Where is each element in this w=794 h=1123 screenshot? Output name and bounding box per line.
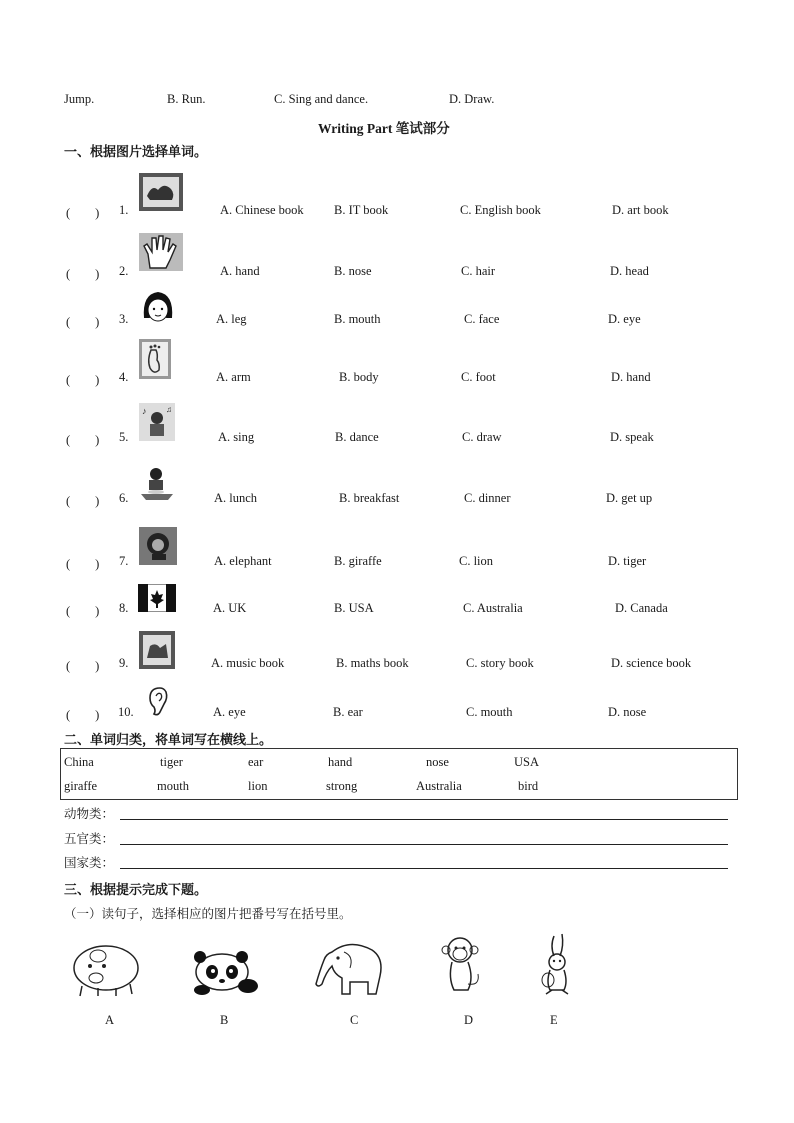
option-a[interactable]: A. music book xyxy=(211,656,285,670)
section3-title: 三、根据提示完成下题。 xyxy=(64,883,208,898)
question-number: 2. xyxy=(119,264,129,278)
rabbit-icon xyxy=(534,932,578,998)
answer-paren[interactable]: ( ) xyxy=(66,708,100,722)
word-bank-word: Australia xyxy=(416,779,462,793)
option-b[interactable]: B. maths book xyxy=(336,656,409,670)
question-number: 9. xyxy=(119,656,129,670)
option-jump: Jump. xyxy=(64,92,95,106)
word-bank-word: mouth xyxy=(157,779,189,793)
question-number: 3. xyxy=(119,312,129,326)
answer-line-features[interactable] xyxy=(120,844,728,845)
category-countries-label: 国家类： xyxy=(64,855,115,870)
svg-text:♪: ♪ xyxy=(142,406,147,416)
word-bank-word: nose xyxy=(426,755,449,769)
option-b[interactable]: B. body xyxy=(339,370,379,384)
section1-title: 一、根据图片选择单词。 xyxy=(64,145,208,160)
option-c[interactable]: C. English book xyxy=(460,203,541,217)
option-a[interactable]: A. leg xyxy=(216,312,247,326)
child-eating-icon xyxy=(138,464,176,502)
answer-line-animals[interactable] xyxy=(120,819,728,820)
option-run: B. Run. xyxy=(167,92,206,106)
lion-icon xyxy=(138,526,178,566)
option-d[interactable]: D. head xyxy=(610,264,649,278)
answer-paren[interactable]: ( ) xyxy=(66,373,100,387)
option-d[interactable]: D. Canada xyxy=(615,601,668,615)
answer-paren[interactable]: ( ) xyxy=(66,659,100,673)
image-letter: E xyxy=(550,1013,558,1027)
elephant-icon xyxy=(310,938,390,998)
option-c[interactable]: C. dinner xyxy=(464,491,511,505)
canada-flag-icon xyxy=(138,584,176,612)
option-d[interactable]: D. science book xyxy=(611,656,692,670)
category-features-label: 五官类： xyxy=(64,831,115,846)
word-bank-word: USA xyxy=(514,755,540,769)
option-b[interactable]: B. USA xyxy=(334,601,374,615)
word-bank-word: hand xyxy=(328,755,353,769)
option-b[interactable]: B. dance xyxy=(335,430,379,444)
answer-paren[interactable]: ( ) xyxy=(66,433,100,447)
word-bank-word: ear xyxy=(248,755,264,769)
ear-icon xyxy=(142,684,172,718)
option-a[interactable]: A. lunch xyxy=(214,491,258,505)
writing-part-title: Writing Part 笔试部分 xyxy=(318,121,450,136)
question-number: 6. xyxy=(119,491,129,505)
question-number: 4. xyxy=(119,370,129,384)
image-letter: D xyxy=(464,1013,474,1027)
word-bank-word: China xyxy=(64,755,94,769)
option-b[interactable]: B. IT book xyxy=(334,203,389,217)
option-sing-and-dance: C. Sing and dance. xyxy=(274,92,369,106)
answer-paren[interactable]: ( ) xyxy=(66,494,100,508)
option-c[interactable]: C. lion xyxy=(459,554,494,568)
option-d[interactable]: D. get up xyxy=(606,491,653,505)
option-b[interactable]: B. giraffe xyxy=(334,554,382,568)
section3-instruction: （一）读句子，选择相应的图片把番号写在括号里。 xyxy=(64,906,352,921)
question-number: 1. xyxy=(119,203,129,217)
option-b[interactable]: B. nose xyxy=(334,264,372,278)
image-letter: B xyxy=(220,1013,229,1027)
option-a[interactable]: A. arm xyxy=(216,370,251,384)
category-animals-label: 动物类： xyxy=(64,806,115,821)
option-c[interactable]: C. draw xyxy=(462,430,502,444)
option-b[interactable]: B. ear xyxy=(333,705,363,719)
option-d[interactable]: D. eye xyxy=(608,312,641,326)
option-a[interactable]: A. Chinese book xyxy=(220,203,304,217)
option-c[interactable]: C. Australia xyxy=(463,601,523,615)
option-c[interactable]: C. mouth xyxy=(466,705,513,719)
option-d[interactable]: D. nose xyxy=(608,705,647,719)
word-bank-word: bird xyxy=(518,779,539,793)
svg-text:♫: ♫ xyxy=(166,405,172,414)
question-number: 10. xyxy=(118,705,134,719)
option-b[interactable]: B. mouth xyxy=(334,312,381,326)
option-a[interactable]: A. hand xyxy=(220,264,260,278)
option-d[interactable]: D. tiger xyxy=(608,554,647,568)
answer-paren[interactable]: ( ) xyxy=(66,604,100,618)
section2-title: 二、单词归类，将单词写在横线上。 xyxy=(64,733,273,748)
chinese-book-icon xyxy=(138,172,184,212)
girl-face-icon xyxy=(138,288,178,324)
option-a[interactable]: A. sing xyxy=(218,430,255,444)
answer-line-countries[interactable] xyxy=(120,868,728,869)
word-bank-word: lion xyxy=(248,779,268,793)
option-a[interactable]: A. eye xyxy=(213,705,246,719)
option-a[interactable]: A. elephant xyxy=(214,554,272,568)
question-number: 7. xyxy=(119,554,129,568)
option-c[interactable]: C. hair xyxy=(461,264,496,278)
foot-icon xyxy=(138,338,172,380)
option-c[interactable]: C. face xyxy=(464,312,500,326)
book-icon xyxy=(138,630,176,670)
word-bank-word: tiger xyxy=(160,755,183,769)
image-letter: C xyxy=(350,1013,359,1027)
option-a[interactable]: A. UK xyxy=(213,601,247,615)
panda-icon xyxy=(188,950,264,996)
answer-paren[interactable]: ( ) xyxy=(66,557,100,571)
option-d[interactable]: D. art book xyxy=(612,203,669,217)
answer-paren[interactable]: ( ) xyxy=(66,206,100,220)
pig-icon xyxy=(70,934,142,998)
option-c[interactable]: C. story book xyxy=(466,656,534,670)
option-b[interactable]: B. breakfast xyxy=(339,491,400,505)
answer-paren[interactable]: ( ) xyxy=(66,267,100,281)
option-draw: D. Draw. xyxy=(449,92,495,106)
option-c[interactable]: C. foot xyxy=(461,370,496,384)
hand-icon xyxy=(138,232,184,272)
word-bank-word: strong xyxy=(326,779,358,793)
word-bank-word: giraffe xyxy=(64,779,98,793)
answer-paren[interactable]: ( ) xyxy=(66,315,100,329)
option-d[interactable]: D. hand xyxy=(611,370,651,384)
question-number: 8. xyxy=(119,601,129,615)
singing-child-icon xyxy=(138,402,176,442)
monkey-icon xyxy=(438,934,482,996)
option-d[interactable]: D. speak xyxy=(610,430,654,444)
question-number: 5. xyxy=(119,430,129,444)
image-letter: A xyxy=(105,1013,115,1027)
